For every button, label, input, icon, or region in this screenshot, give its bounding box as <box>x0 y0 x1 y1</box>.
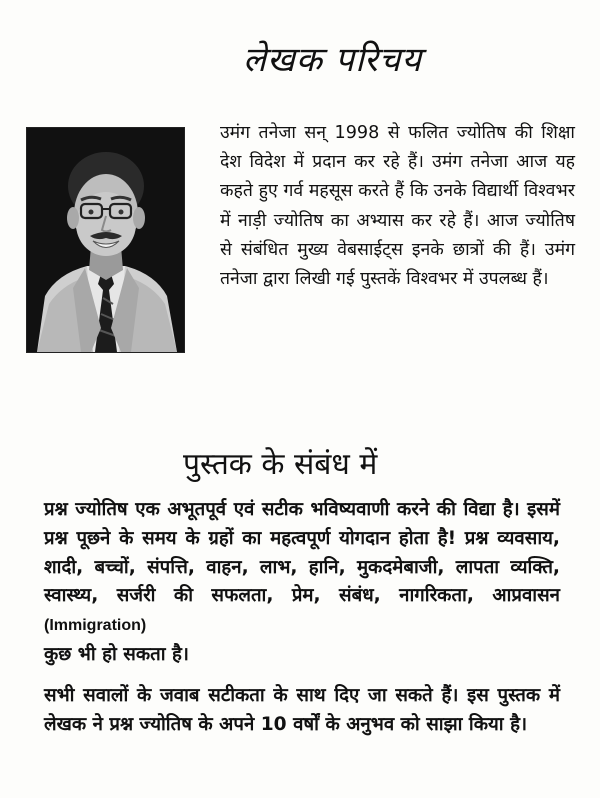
author-photo <box>26 127 185 353</box>
book-heading: पुस्तक के संबंध में <box>183 447 378 482</box>
paragraph-main-text: प्रश्न ज्योतिष एक अभूतपूर्व एवं सटीक भविष्यवाणी करने की विद्या है। इसमें प्रश्न पूछने के समय के ग्रहों का महत्वपूर्ण योगदान होता है! प्रश्न व्यवसाय, शादी, बच्चों, संपत्ति, वाहन, लाभ, हानि, मुकदमेबाजी, लापता व्यक्ति, स्वास्थ्य, सर्जरी की सफलता, प्रेम, संबंध, नागरिकता, आप्रवासन <box>44 499 560 607</box>
book-description-paragraph <box>44 496 560 670</box>
author-heading: लेखक परिचय <box>243 40 423 80</box>
immigration-english-term: (Immigration) <box>44 617 147 635</box>
paragraph-closing-text: कुछ भी हो सकता है। <box>44 643 189 665</box>
author-bio: उमंग तनेजा सन् 1998 से फलित ज्योतिष की शिक्षा देश विदेश में प्रदान कर रहे हैं। उमंग तनेजा आज यह कहते हुए गर्व महसूस करते हैं कि उनके विद्यार्थी विश्वभर में नाड़ी ज्योतिष का अभ्यास कर रहे हैं। आज ज्योतिष से संबंधित मुख्य वेबसाईट्स इनके छात्रों की हैं। उमंग तनेजा द्वारा लिखी गई पुस्तकें विश्वभर में उपलब्ध हैं। <box>220 123 575 290</box>
book-experience-paragraph: सभी सवालों के जवाब सटीकता के साथ दिए जा सकते हैं। इस पुस्तक में लेखक ने प्रश्न ज्योतिष के अपने 10 वर्षों के अनुभव को साझा किया है। <box>44 685 560 735</box>
author-portrait-icon <box>27 128 184 352</box>
